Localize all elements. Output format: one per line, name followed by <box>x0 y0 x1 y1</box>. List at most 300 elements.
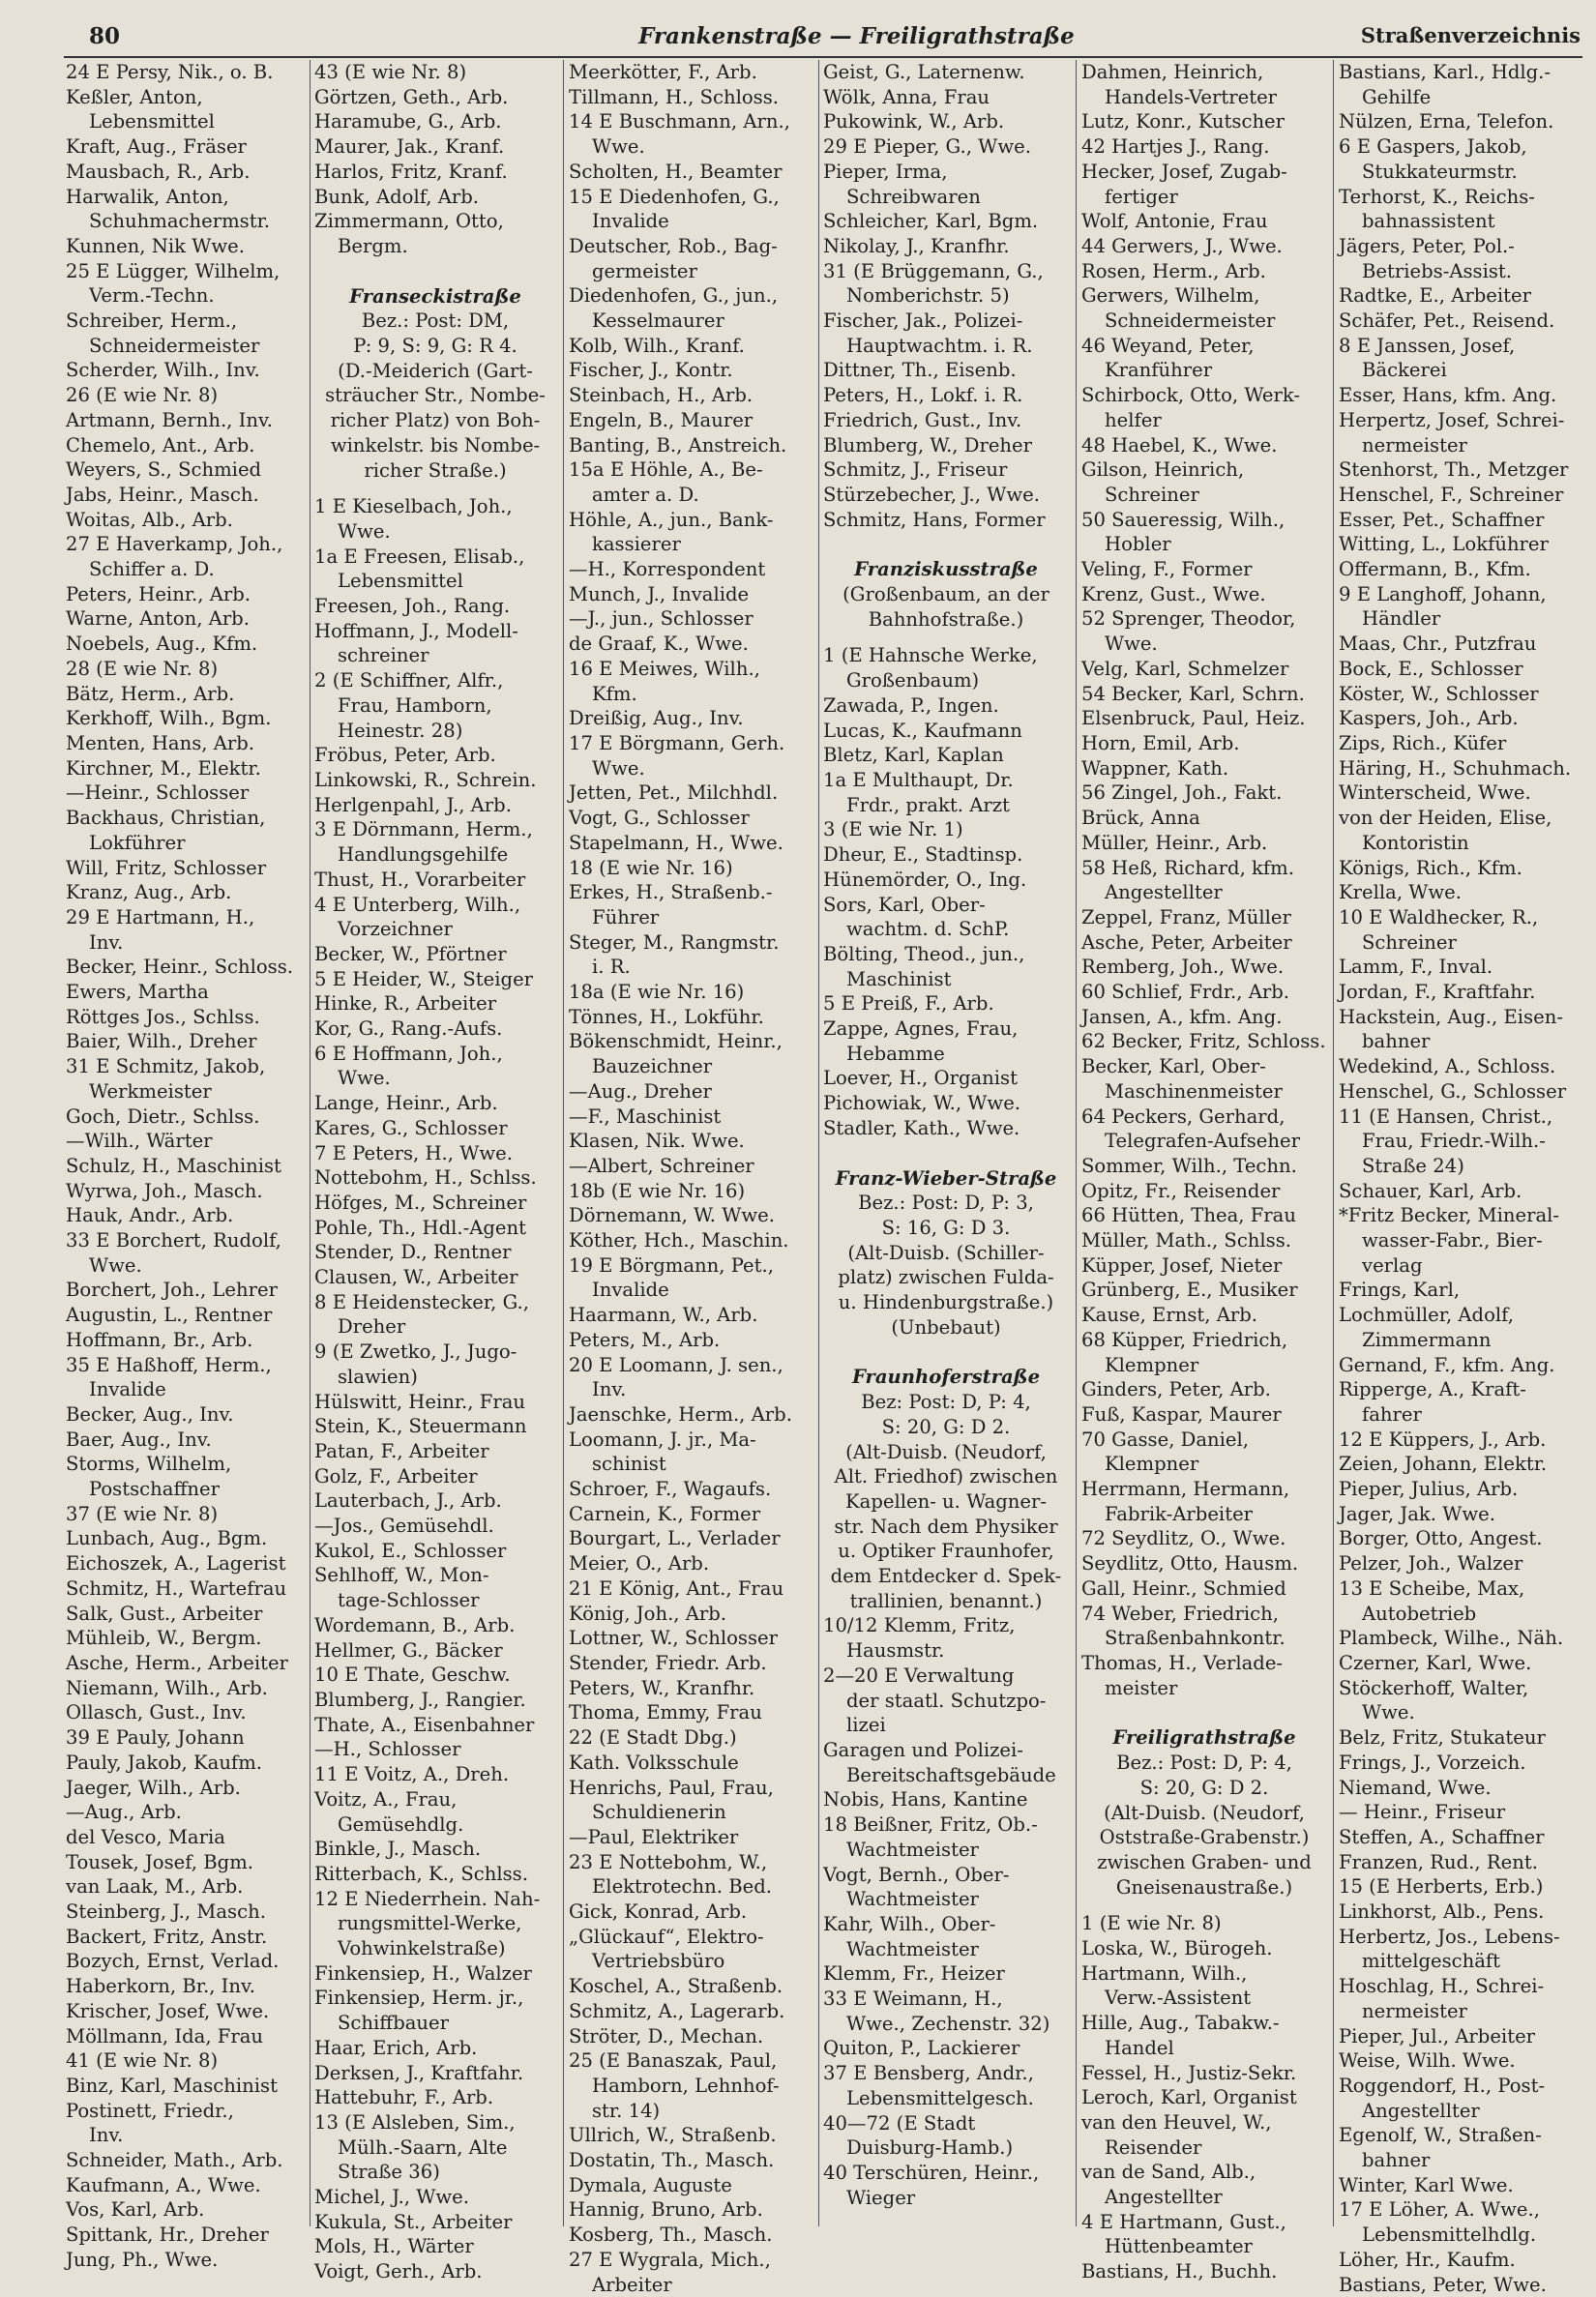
entry-continuation: Hüttenbeamter <box>1105 2235 1253 2258</box>
directory-entry: 10 E Thate, Geschw. <box>314 1664 511 1687</box>
directory-entry: Hattebuhr, F., Arb. <box>314 2086 494 2109</box>
entry-continuation: Schreiner <box>1362 930 1457 954</box>
street-heading: Franz-Wieber-Straße <box>835 1166 1057 1190</box>
directory-entry: Menten, Hans, Arb. <box>66 731 255 754</box>
directory-entry: Patan, F., Arbeiter <box>314 1439 489 1462</box>
directory-entry: Maurer, Jak., Kranf. <box>314 135 505 159</box>
directory-entry: Will, Fritz, Schlosser <box>66 856 267 879</box>
entry-continuation: tage-Schlosser <box>338 1589 480 1612</box>
directory-entry: Weyers, S., Schmied <box>66 458 262 482</box>
directory-entry: Ewers, Martha <box>66 981 209 1004</box>
directory-entry: Haar, Erich, Arb. <box>314 2036 478 2059</box>
entry-continuation: Maschinenmeister <box>1105 1079 1283 1103</box>
directory-entry: Offermann, B., Kfm. <box>1339 558 1531 581</box>
directory-entry: Kranz, Aug., Arb. <box>66 881 232 904</box>
spacer <box>314 259 556 271</box>
directory-entry: 25 E Lügger, Wilhelm, <box>66 259 281 282</box>
entry-continuation: Großenbaum) <box>846 669 980 692</box>
directory-entry: Pauly, Jakob, Kaufm. <box>66 1751 262 1774</box>
entry-continuation: nermeister <box>1362 433 1467 456</box>
directory-entry: Erkes, H., Straßenb.- <box>569 881 773 904</box>
directory-entry: Voitz, A., Frau, <box>314 1787 458 1811</box>
column-6 <box>1339 60 1584 2296</box>
directory-entry: Steinberg, J., Masch. <box>66 1900 266 1924</box>
entry-continuation: Lokführer <box>89 831 186 854</box>
directory-entry: 43 (E wie Nr. 8) <box>314 61 467 83</box>
entry-continuation: Stukkateurmstr. <box>1362 160 1518 183</box>
directory-entry: Kares, G., Schlosser <box>314 1116 508 1139</box>
directory-entry: Bätz, Herm., Arb. <box>66 682 235 705</box>
directory-entry: Ströter, D., Mechan. <box>569 2024 764 2047</box>
entry-continuation: germeister <box>592 259 697 282</box>
directory-entry: 12 E Niederrhein. Nah- <box>314 1887 541 1910</box>
entry-continuation: helfer <box>1105 408 1162 431</box>
directory-entry: Kath. Volksschule <box>569 1751 739 1774</box>
directory-entry: Peters, W., Kranfhr. <box>569 1676 755 1699</box>
directory-entry: Terhorst, K., Reichs- <box>1339 185 1535 208</box>
directory-entry: Czerner, Karl, Wwe. <box>1339 1652 1532 1674</box>
directory-entry: —F., Maschinist <box>569 1104 722 1128</box>
entry-continuation: Schiffer a. D. <box>89 558 215 581</box>
directory-entry: Spittank, Hr., Dreher <box>66 2223 269 2247</box>
directory-entry: de Graaf, K., Wwe. <box>569 633 749 656</box>
directory-entry: Höfges, M., Schreiner <box>314 1191 527 1214</box>
directory-entry: 6 E Gaspers, Jakob, <box>1339 135 1527 159</box>
directory-entry: Haramube, G., Arb. <box>314 110 502 133</box>
directory-entry: Hille, Aug., Tabakw.- <box>1081 2012 1280 2035</box>
directory-entry: 5 E Heider, W., Steiger <box>314 967 534 990</box>
directory-entry: 17 E Börgmann, Gerh. <box>569 731 785 754</box>
directory-entry: 17 E Löher, A. Wwe., <box>1339 2198 1540 2222</box>
directory-entry: Kause, Ernst, Arb. <box>1081 1304 1258 1327</box>
directory-entry: Dreißig, Aug., Inv. <box>569 707 744 730</box>
directory-entry: Remberg, Joh., Wwe. <box>1081 956 1285 979</box>
directory-entry: 9 (E Zwetko, J., Jugo- <box>314 1340 517 1364</box>
directory-entry: Stapelmann, H., Wwe. <box>569 831 783 854</box>
entry-continuation: Straßenbahnkontr. <box>1105 1627 1286 1650</box>
directory-entry: Salk, Gust., Arbeiter <box>66 1602 263 1625</box>
entry-continuation: Straße 24) <box>1362 1154 1464 1177</box>
street-note: Bez.: Post: DM, <box>361 309 510 333</box>
directory-entry: —J., jun., Schlosser <box>569 607 754 631</box>
entry-continuation: Angestellter <box>1105 881 1223 904</box>
directory-entry: Meier, O., Arb. <box>569 1552 710 1576</box>
spacer <box>1081 1700 1327 1712</box>
directory-entry: Hecker, Josef, Zugab- <box>1081 160 1287 183</box>
directory-entry: Asche, Herm., Arbeiter <box>66 1652 288 1674</box>
directory-entry: Radtke, E., Arbeiter <box>1339 284 1531 308</box>
entry-continuation: Frau, Friedr.-Wilh.- <box>1362 1130 1546 1153</box>
directory-entry: 2—20 E Verwaltung <box>823 1664 1015 1687</box>
directory-entry: Bastians, Karl., Hdlg.- <box>1339 61 1552 83</box>
directory-entry: Harwalik, Anton, <box>66 185 229 208</box>
entry-continuation: Wwe. <box>1362 1701 1415 1724</box>
directory-entry: Wordemann, B., Arb. <box>314 1613 516 1636</box>
directory-entry: Möllmann, Ida, Frau <box>66 2024 264 2047</box>
directory-entry: Pieper, Julius, Arb. <box>1339 1478 1519 1501</box>
directory-entry: Henrichs, Paul, Frau, <box>569 1776 774 1799</box>
directory-entry: Chemelo, Ant., Arb. <box>66 433 255 456</box>
directory-entry: Stein, K., Steuermann <box>314 1415 527 1438</box>
directory-entry: Zappe, Agnes, Frau, <box>823 1017 1019 1041</box>
directory-entry: Tousek, Josef, Bgm. <box>66 1850 254 1873</box>
entry-continuation: lizei <box>846 1714 886 1737</box>
directory-entry: Linkhorst, Alb., Pens. <box>1339 1900 1545 1924</box>
directory-entry: 33 E Borchert, Rudolf, <box>66 1229 281 1252</box>
directory-entry: Königs, Rich., Kfm. <box>1339 856 1522 879</box>
entry-continuation: Hobler <box>1105 533 1171 556</box>
directory-entry: Belz, Fritz, Stukateur <box>1339 1726 1546 1750</box>
directory-entry: Hoschlag, H., Schrei- <box>1339 1975 1545 1998</box>
directory-entry: Schreiber, Herm., <box>66 309 238 333</box>
column-divider <box>1333 60 1334 2226</box>
directory-entry: Pukowink, W., Arb. <box>823 110 1005 133</box>
directory-entry: Ollasch, Gust., Inv. <box>66 1701 247 1724</box>
directory-entry: König, Joh., Arb. <box>569 1602 727 1625</box>
directory-entry: Koschel, A., Straßenb. <box>569 1975 783 1998</box>
directory-entry: Plambeck, Wilhe., Näh. <box>1339 1627 1564 1650</box>
directory-entry: Grünberg, E., Musiker <box>1081 1279 1298 1302</box>
street-note: sträucher Str., Nombe- <box>325 384 546 407</box>
entry-continuation: bahner <box>1362 1030 1431 1053</box>
street-note: S: 20, G: D 2. <box>1139 1776 1269 1799</box>
directory-entry: Kraft, Aug., Fräser <box>66 135 247 159</box>
directory-entry: Frings, Karl, <box>1339 1279 1461 1302</box>
entry-continuation: der staatl. Schutzpo- <box>846 1689 1047 1712</box>
directory-entry: Fischer, Jak., Polizei- <box>823 309 1023 333</box>
directory-entry: Backert, Fritz, Anstr. <box>66 1925 268 1948</box>
directory-entry: Wedekind, A., Schloss. <box>1339 1055 1556 1078</box>
directory-entry: Binkle, J., Masch. <box>314 1838 482 1861</box>
spacer <box>823 632 1069 643</box>
directory-entry: 25 (E Banaszak, Paul, <box>569 2049 778 2073</box>
directory-entry: Jager, Jak. Wwe. <box>1339 1502 1495 1525</box>
directory-entry: Niemand, Wwe. <box>1339 1776 1492 1799</box>
entry-continuation: Lebensmittel <box>338 570 463 593</box>
street-note: platz) zwischen Fulda- <box>838 1266 1054 1289</box>
directory-entry: Schleicher, Karl, Bgm. <box>823 210 1039 233</box>
directory-entry: Pieper, Jul., Arbeiter <box>1339 2024 1536 2047</box>
directory-entry: Ginders, Peter, Arb. <box>1081 1378 1271 1401</box>
directory-entry: Herbertz, Jos., Lebens- <box>1339 1925 1560 1948</box>
directory-entry: Zeppel, Franz, Müller <box>1081 905 1291 928</box>
entry-continuation: Inv. <box>89 930 124 954</box>
directory-entry: 62 Becker, Fritz, Schloss. <box>1081 1030 1326 1053</box>
directory-entry: 42 Hartjes J., Rang. <box>1081 135 1270 159</box>
entry-continuation: Händler <box>1362 607 1441 631</box>
directory-entry: 13 (E Alsleben, Sim., <box>314 2110 516 2134</box>
directory-entry: van Laak, M., Arb. <box>66 1875 244 1899</box>
directory-entry: *Fritz Becker, Mineral- <box>1339 1204 1560 1227</box>
directory-entry: Loomann, J. jr., Ma- <box>569 1428 756 1451</box>
directory-entry: Vogt, Bernh., Ober- <box>823 1863 1010 1886</box>
entry-continuation: Schiffbauer <box>338 2012 450 2035</box>
directory-entry: Artmann, Bernh., Inv. <box>66 408 273 431</box>
header-rule <box>64 56 1582 58</box>
directory-entry: Löher, Hr., Kaufm. <box>1339 2248 1516 2271</box>
entry-continuation: Betriebs-Assist. <box>1362 259 1512 282</box>
directory-entry: 46 Weyand, Peter, <box>1081 334 1255 357</box>
directory-entry: Becker, W., Pförtner <box>314 942 507 965</box>
entry-continuation: schreiner <box>338 644 429 667</box>
directory-entry: Kor, G., Rang.-Aufs. <box>314 1017 503 1041</box>
street-note: zwischen Graben- und <box>1097 1850 1312 1873</box>
directory-entry: 8 E Janssen, Josef, <box>1339 334 1516 357</box>
directory-entry: Roggendorf, H., Post- <box>1339 2074 1546 2097</box>
directory-entry: Mols, H., Wärter <box>314 2235 474 2258</box>
directory-entry: Hünemörder, O., Ing. <box>823 868 1027 891</box>
entry-continuation: Führer <box>592 905 660 928</box>
entry-continuation: Gemüsehdlg. <box>338 1812 464 1836</box>
directory-entry: 50 Saueressig, Wilh., <box>1081 508 1286 531</box>
directory-entry: Esser, Hans, kfm. Ang. <box>1339 384 1557 407</box>
directory-entry: 19 E Börgmann, Pet., <box>569 1253 774 1277</box>
directory-entry: Niemann, Wilh., Arb. <box>66 1676 268 1699</box>
directory-entry: Schäfer, Pet., Reisend. <box>1339 309 1555 333</box>
entry-continuation: Bauzeichner <box>592 1055 713 1078</box>
directory-entry: Klasen, Nik. Wwe. <box>569 1130 745 1153</box>
directory-entry: Schmitz, H., Wartefrau <box>66 1576 287 1600</box>
directory-entry: Müller, Heinr., Arb. <box>1081 831 1268 854</box>
directory-entry: Herlgenpahl, J., Arb. <box>314 793 512 816</box>
entry-continuation: Wachtmeister <box>846 1937 979 1960</box>
directory-entry: Becker, Heinr., Schloss. <box>66 956 293 979</box>
entry-continuation: Wwe. <box>338 1067 391 1090</box>
entry-continuation: Arbeiter <box>592 2273 672 2296</box>
directory-entry: Schmitz, A., Lagerarb. <box>569 1999 785 2022</box>
directory-entry: 15a E Höhle, A., Be- <box>569 458 763 482</box>
running-head: Frankenstraße — Freiligrathstraße <box>638 23 1075 49</box>
directory-entry: Lutz, Konr., Kutscher <box>1081 110 1286 133</box>
directory-entry: Schroer, F., Wagaufs. <box>569 1478 772 1501</box>
directory-entry: Jaeger, Wilh., Arb. <box>66 1776 241 1799</box>
directory-entry: Klemm, Fr., Heizer <box>823 1962 1005 1986</box>
directory-entry: 11 E Voitz, A., Dreh. <box>314 1763 510 1786</box>
directory-entry: Bunk, Adolf, Arb. <box>314 185 480 208</box>
directory-entry: Bourgart, L., Verlader <box>569 1527 781 1550</box>
directory-entry: Nülzen, Erna, Telefon. <box>1339 110 1554 133</box>
directory-entry: Lochmüller, Adolf, <box>1339 1304 1514 1327</box>
directory-entry: Asche, Peter, Arbeiter <box>1081 930 1292 954</box>
directory-entry: del Vesco, Maria <box>66 1825 225 1848</box>
directory-entry: 27 E Haverkamp, Joh., <box>66 533 283 556</box>
directory-entry: Häring, H., Schuhmach. <box>1339 756 1572 780</box>
directory-entry: Ullrich, W., Straßenb. <box>569 2124 777 2147</box>
directory-entry: Pieper, Irma, <box>823 160 948 183</box>
directory-entry: Harlos, Fritz, Kranf. <box>314 160 508 183</box>
directory-entry: 72 Seydlitz, O., Wwe. <box>1081 1527 1286 1550</box>
directory-entry: Friedrich, Gust., Inv. <box>823 408 1022 431</box>
directory-entry: Esser, Pet., Schaffner <box>1339 508 1545 531</box>
directory-entry: Kahr, Wilh., Ober- <box>823 1912 996 1935</box>
directory-entry: 66 Hütten, Thea, Frau <box>1081 1204 1296 1227</box>
directory-entry: Sors, Karl, Ober- <box>823 893 986 916</box>
directory-entry: Fessel, H., Justiz-Sekr. <box>1081 2061 1297 2084</box>
directory-entry: Michel, J., Wwe. <box>314 2186 469 2209</box>
spacer <box>823 1141 1069 1153</box>
directory-entry: Thust, H., Vorarbeiter <box>314 868 526 891</box>
directory-entry: Golz, F., Arbeiter <box>314 1464 478 1487</box>
directory-entry: Wappner, Kath. <box>1081 756 1229 780</box>
directory-entry: Baer, Aug., Inv. <box>66 1428 212 1451</box>
directory-entry: van de Sand, Alb., <box>1081 2161 1256 2184</box>
street-note: (Alt-Duisb. (Neudorf, <box>845 1440 1047 1463</box>
directory-entry: Storms, Wilhelm, <box>66 1453 232 1476</box>
directory-entry: Steinbach, H., Arb. <box>569 384 754 407</box>
entry-continuation: Wwe., Zechenstr. 32) <box>846 2012 1050 2035</box>
directory-entry: 60 Schlief, Frdr., Arb. <box>1081 981 1290 1004</box>
directory-entry: 40—72 (E Stadt <box>823 2111 976 2135</box>
street-note: S: 16, G: D 3. <box>881 1216 1011 1239</box>
directory-entry: 44 Gerwers, J., Wwe. <box>1081 234 1283 257</box>
entry-continuation: Schreibwaren <box>846 185 981 208</box>
directory-entry: Henschel, G., Schlosser <box>1339 1079 1567 1103</box>
directory-entry: Keßler, Anton, <box>66 85 203 108</box>
entry-continuation: Reisender <box>1105 2135 1202 2159</box>
street-note: (Alt-Duisb. (Schiller- <box>847 1241 1045 1264</box>
directory-entry: Stender, Friedr. Arb. <box>569 1652 767 1674</box>
directory-entry: Augustin, L., Rentner <box>66 1304 273 1327</box>
entry-continuation: slawien) <box>338 1365 418 1388</box>
directory-entry: Seydlitz, Otto, Hausm. <box>1081 1552 1299 1576</box>
entry-continuation: bahner <box>1362 2149 1431 2172</box>
street-heading: Fraunhoferstraße <box>851 1366 1041 1389</box>
entry-continuation: Angestellter <box>1362 2099 1480 2122</box>
street-note: Oststraße-Grabenstr.) <box>1099 1826 1310 1849</box>
page-number: 80 <box>89 23 121 49</box>
directory-entry: Tillmann, H., Schloss. <box>569 85 780 108</box>
entry-continuation: amter a. D. <box>592 483 699 506</box>
entry-continuation: wasser-Fabr., Bier- <box>1362 1229 1543 1252</box>
directory-entry: 11 (E Hansen, Christ., <box>1339 1104 1553 1128</box>
directory-entry: Bastians, H., Buchh. <box>1081 2260 1278 2283</box>
entry-continuation: Telegrafen-Aufseher <box>1105 1130 1300 1153</box>
directory-entry: 29 E Hartmann, H., <box>66 905 255 928</box>
directory-entry: Franzen, Rud., Rent. <box>1339 1850 1538 1873</box>
directory-entry: Geist, G., Laternenw. <box>823 61 1025 83</box>
entry-continuation: Wwe. <box>592 135 645 159</box>
directory-entry: 31 (E Brüggemann, G., <box>823 259 1044 282</box>
directory-entry: Höhle, A., jun., Bank- <box>569 508 774 531</box>
entry-continuation: Lebensmittel <box>89 110 215 133</box>
entry-continuation: Hauptwachtm. i. R. <box>846 334 1033 357</box>
directory-entry: Voigt, Gerh., Arb. <box>314 2260 483 2283</box>
entry-continuation: Klempner <box>1105 1353 1199 1376</box>
directory-entry: Derksen, J., Kraftfahr. <box>314 2061 524 2084</box>
entry-continuation: Inv. <box>89 2124 124 2147</box>
directory-entry: Jung, Ph., Wwe. <box>66 2248 219 2271</box>
entry-continuation: Wwe. <box>592 756 645 780</box>
directory-entry: 48 Haebel, K., Wwe. <box>1081 433 1278 456</box>
directory-entry: Elsenbruck, Paul, Heiz. <box>1081 707 1306 730</box>
directory-entry: —Aug., Arb. <box>66 1801 182 1824</box>
directory-entry: Backhaus, Christian, <box>66 807 266 830</box>
entry-continuation: Autobetrieb <box>1362 1602 1477 1625</box>
street-note: S: 20, G: D 2. <box>881 1415 1011 1438</box>
directory-entry: Krischer, Josef, Wwe. <box>66 1999 270 2022</box>
column-4 <box>823 60 1069 2226</box>
street-note: Alt. Friedhof) zwischen <box>834 1465 1058 1488</box>
entry-continuation: Bergm. <box>338 234 408 257</box>
directory-entry: Nikolay, J., Kranfhr. <box>823 234 1010 257</box>
street-note: u. Optiker Fraunhofer, <box>838 1540 1054 1563</box>
street-note: winkelstr. bis Nombe- <box>330 433 541 456</box>
directory-entry: Peters, Heinr., Arb. <box>66 582 251 605</box>
directory-entry: Velg, Karl, Schmelzer <box>1081 657 1289 680</box>
directory-entry: 20 E Loomann, J. sen., <box>569 1353 783 1376</box>
directory-entry: 8 E Heidenstecker, G., <box>314 1290 529 1313</box>
directory-entry: Haberkorn, Br., Inv. <box>66 1975 256 1998</box>
directory-entry: Gerwers, Wilhelm, <box>1081 284 1260 308</box>
street-note: trallinien, benannt.) <box>849 1589 1043 1612</box>
directory-entry: Schulz, H., Maschinist <box>66 1154 281 1177</box>
directory-entry: Stöckerhoff, Walter, <box>1339 1676 1529 1699</box>
entry-continuation: wachtm. d. SchP. <box>846 918 1010 941</box>
directory-entry: Kukol, E., Schlosser <box>314 1539 507 1562</box>
directory-entry: 10/12 Klemm, Fritz, <box>823 1614 1016 1637</box>
directory-entry: 28 (E wie Nr. 8) <box>66 657 219 680</box>
directory-entry: 3 (E wie Nr. 1) <box>823 818 963 841</box>
directory-entry: 7 E Peters, H., Wwe. <box>314 1141 513 1164</box>
directory-entry: Gilson, Heinrich, <box>1081 458 1245 482</box>
directory-entry: Zawada, P., Ingen. <box>823 693 999 717</box>
directory-entry: Fischer, J., Kontr. <box>569 359 733 382</box>
column-2 <box>314 60 556 2283</box>
street-heading: Freiligrathstraße <box>1112 1726 1296 1750</box>
directory-entry: Krella, Wwe. <box>1339 881 1463 904</box>
street-note: (D.-Meiderich (Gart- <box>338 359 533 382</box>
directory-entry: 14 E Buschmann, Arn., <box>569 110 790 133</box>
directory-entry: Ritterbach, K., Schlss. <box>314 1862 528 1885</box>
directory-entry: Bozych, Ernst, Verlad. <box>66 1950 280 1973</box>
directory-entry: Frings, J., Vorzeich. <box>1339 1751 1526 1774</box>
directory-entry: Fuß, Kaspar, Maurer <box>1081 1402 1282 1426</box>
entry-continuation: Werkmeister <box>89 1079 212 1103</box>
directory-entry: Scherder, Wilh., Inv. <box>66 359 260 382</box>
directory-entry: 29 E Pieper, G., Wwe. <box>823 135 1031 159</box>
spacer <box>314 483 556 494</box>
column-5 <box>1081 60 1327 2283</box>
directory-entry: Munch, J., Invalide <box>569 582 750 605</box>
directory-entry: 13 E Scheibe, Max, <box>1339 1576 1525 1600</box>
directory-entry: 21 E König, Ant., Frau <box>569 1576 784 1600</box>
entry-continuation: Straße 36) <box>338 2161 440 2184</box>
street-note: P: 9, S: 9, G: R 4. <box>353 335 517 358</box>
entry-continuation: Wieger <box>846 2186 916 2209</box>
directory-entry: 26 (E wie Nr. 8) <box>66 384 219 407</box>
directory-entry: Mühleib, W., Bergm. <box>66 1627 262 1650</box>
entry-continuation: fahrer <box>1362 1402 1422 1426</box>
column-divider <box>1076 60 1077 2226</box>
directory-entry: Finkensiep, H., Walzer <box>314 1961 532 1985</box>
directory-entry: Kosberg, Th., Masch. <box>569 2223 773 2247</box>
directory-entry: 41 (E wie Nr. 8) <box>66 2049 219 2073</box>
directory-entry: Borger, Otto, Angest. <box>1339 1527 1543 1550</box>
directory-entry: 56 Zingel, Joh., Fakt. <box>1081 781 1283 805</box>
entry-continuation: Invalide <box>592 210 669 233</box>
entry-continuation: Kfm. <box>592 682 637 705</box>
directory-entry: Dahmen, Heinrich, <box>1081 61 1264 83</box>
directory-entry: 37 E Bensberg, Andr., <box>823 2062 1034 2085</box>
entry-continuation: Verw.-Assistent <box>1105 1987 1252 2010</box>
entry-continuation: i. R. <box>592 956 631 979</box>
directory-entry: Eichoszek, A., Lagerist <box>66 1552 286 1576</box>
directory-entry: —Wilh., Wärter <box>66 1130 213 1153</box>
directory-entry: 64 Peckers, Gerhard, <box>1081 1104 1286 1128</box>
entry-continuation: mittelgeschäft <box>1362 1950 1501 1973</box>
directory-entry: 33 E Weimann, H., <box>823 1988 1003 2011</box>
directory-entry: Hauk, Andr., Arb. <box>66 1204 234 1227</box>
